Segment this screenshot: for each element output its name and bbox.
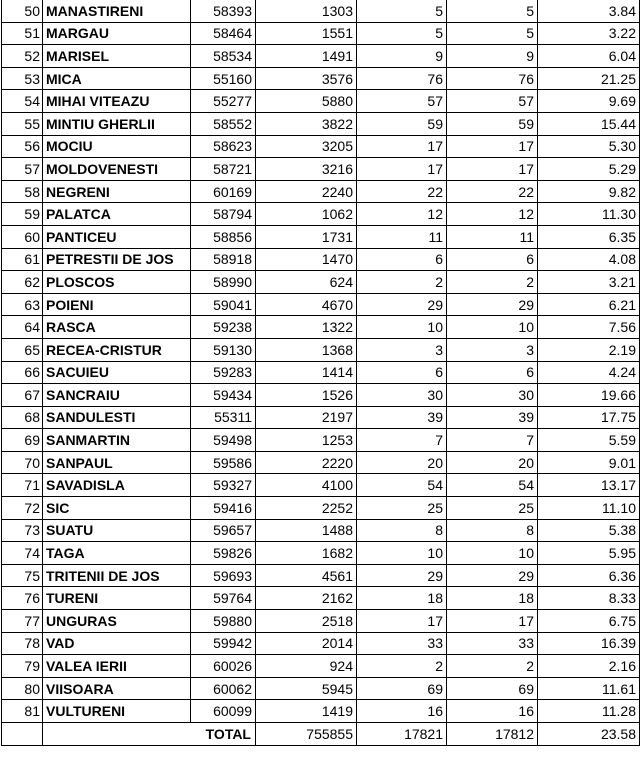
locality-code-cell: 59327	[191, 474, 256, 497]
percentage-cell: 5.95	[538, 542, 640, 565]
value-a-cell: 11	[357, 225, 447, 248]
locality-name-cell: TURENI	[43, 587, 191, 610]
population-cell: 1551	[256, 22, 357, 45]
population-cell: 5880	[256, 90, 357, 113]
table-row	[2, 700, 640, 723]
value-a-cell: 2	[357, 271, 447, 294]
table-row	[2, 632, 640, 655]
table-row	[2, 361, 640, 384]
locality-name-cell: PANTICEU	[43, 225, 191, 248]
table-row	[2, 203, 640, 226]
population-cell: 4100	[256, 474, 357, 497]
row-number-cell: 78	[2, 632, 43, 655]
row-number-cell: 59	[2, 203, 43, 226]
value-a-cell: 10	[357, 542, 447, 565]
locality-code-cell: 58721	[191, 158, 256, 181]
locality-code-cell: 59826	[191, 542, 256, 565]
locality-code-cell: 59657	[191, 519, 256, 542]
population-cell: 1470	[256, 248, 357, 271]
value-a-cell: 6	[357, 361, 447, 384]
percentage-cell: 11.61	[538, 677, 640, 700]
locality-code-cell: 58464	[191, 22, 256, 45]
value-a-cell: 18	[357, 587, 447, 610]
value-a-cell: 25	[357, 497, 447, 520]
locality-name-cell: SIC	[43, 497, 191, 520]
total-empty-cell	[2, 723, 43, 746]
population-cell: 2014	[256, 632, 357, 655]
value-a-cell: 29	[357, 293, 447, 316]
value-a-cell: 5	[357, 0, 447, 22]
table-row	[2, 451, 640, 474]
locality-name-cell: SANMARTIN	[43, 429, 191, 452]
locality-name-cell: RECEA-CRISTUR	[43, 338, 191, 361]
row-number-cell: 54	[2, 90, 43, 113]
value-b-cell: 16	[447, 700, 538, 723]
locality-name-cell: VULTURENI	[43, 700, 191, 723]
locality-code-cell: 59238	[191, 316, 256, 339]
population-cell: 1322	[256, 316, 357, 339]
value-a-cell: 17	[357, 135, 447, 158]
row-number-cell: 55	[2, 112, 43, 135]
value-b-cell: 22	[447, 180, 538, 203]
population-cell: 2240	[256, 180, 357, 203]
percentage-cell: 13.17	[538, 474, 640, 497]
locality-name-cell: MICA	[43, 67, 191, 90]
percentage-cell: 6.75	[538, 610, 640, 633]
population-cell: 1253	[256, 429, 357, 452]
locality-name-cell: TRITENII DE JOS	[43, 564, 191, 587]
table-row	[2, 90, 640, 113]
locality-code-cell: 59498	[191, 429, 256, 452]
population-cell: 1731	[256, 225, 357, 248]
percentage-cell: 2.16	[538, 655, 640, 678]
value-a-cell: 17	[357, 158, 447, 181]
percentage-cell: 21.25	[538, 67, 640, 90]
percentage-cell: 16.39	[538, 632, 640, 655]
locality-name-cell: MIHAI VITEAZU	[43, 90, 191, 113]
population-cell: 1419	[256, 700, 357, 723]
value-b-cell: 54	[447, 474, 538, 497]
row-number-cell: 80	[2, 677, 43, 700]
value-a-cell: 69	[357, 677, 447, 700]
locality-code-cell: 59130	[191, 338, 256, 361]
value-b-cell: 6	[447, 361, 538, 384]
locality-name-cell: PLOSCOS	[43, 271, 191, 294]
table-row	[2, 316, 640, 339]
value-b-cell: 29	[447, 293, 538, 316]
locality-name-cell: MOLDOVENESTI	[43, 158, 191, 181]
value-b-cell: 2	[447, 655, 538, 678]
population-cell: 1682	[256, 542, 357, 565]
row-number-cell: 62	[2, 271, 43, 294]
value-a-cell: 22	[357, 180, 447, 203]
row-number-cell: 63	[2, 293, 43, 316]
percentage-cell: 5.30	[538, 135, 640, 158]
locality-name-cell: RASCA	[43, 316, 191, 339]
value-b-cell: 10	[447, 316, 538, 339]
percentage-cell: 2.19	[538, 338, 640, 361]
locality-name-cell: SANDULESTI	[43, 406, 191, 429]
table-row	[2, 406, 640, 429]
locality-code-cell: 58393	[191, 0, 256, 22]
population-cell: 4561	[256, 564, 357, 587]
locality-name-cell: SAVADISLA	[43, 474, 191, 497]
percentage-cell: 9.82	[538, 180, 640, 203]
locality-name-cell: SANPAUL	[43, 451, 191, 474]
value-b-cell: 25	[447, 497, 538, 520]
row-number-cell: 77	[2, 610, 43, 633]
value-b-cell: 10	[447, 542, 538, 565]
population-cell: 1062	[256, 203, 357, 226]
percentage-cell: 5.59	[538, 429, 640, 452]
row-number-cell: 74	[2, 542, 43, 565]
value-b-cell: 11	[447, 225, 538, 248]
locality-name-cell: MARISEL	[43, 45, 191, 68]
percentage-cell: 9.69	[538, 90, 640, 113]
locality-code-cell: 58794	[191, 203, 256, 226]
table-row	[2, 429, 640, 452]
population-cell: 1368	[256, 338, 357, 361]
value-a-cell: 16	[357, 700, 447, 723]
table-row	[2, 677, 640, 700]
value-b-cell: 33	[447, 632, 538, 655]
locality-name-cell: MARGAU	[43, 22, 191, 45]
population-cell: 1303	[256, 0, 357, 22]
value-a-cell: 7	[357, 429, 447, 452]
value-a-cell: 39	[357, 406, 447, 429]
locality-code-cell: 59693	[191, 564, 256, 587]
value-b-cell: 39	[447, 406, 538, 429]
value-a-cell: 29	[357, 564, 447, 587]
row-number-cell: 60	[2, 225, 43, 248]
row-number-cell: 64	[2, 316, 43, 339]
table-row	[2, 271, 640, 294]
locality-name-cell: SANCRAIU	[43, 384, 191, 407]
value-a-cell: 5	[357, 22, 447, 45]
population-cell: 3205	[256, 135, 357, 158]
locality-code-cell: 59764	[191, 587, 256, 610]
percentage-cell: 11.30	[538, 203, 640, 226]
percentage-cell: 6.36	[538, 564, 640, 587]
table-row	[2, 474, 640, 497]
table-row	[2, 497, 640, 520]
total-pct: 23.58	[538, 723, 640, 746]
locality-name-cell: TAGA	[43, 542, 191, 565]
table-row	[2, 45, 640, 68]
percentage-cell: 6.04	[538, 45, 640, 68]
value-a-cell: 76	[357, 67, 447, 90]
locality-code-cell: 60026	[191, 655, 256, 678]
value-a-cell: 10	[357, 316, 447, 339]
row-number-cell: 75	[2, 564, 43, 587]
locality-name-cell: NEGRENI	[43, 180, 191, 203]
locality-code-cell: 59416	[191, 497, 256, 520]
population-cell: 2518	[256, 610, 357, 633]
percentage-cell: 4.08	[538, 248, 640, 271]
row-number-cell: 69	[2, 429, 43, 452]
locality-name-cell: MINTIU GHERLII	[43, 112, 191, 135]
row-number-cell: 79	[2, 655, 43, 678]
locality-code-cell: 58534	[191, 45, 256, 68]
table-row	[2, 112, 640, 135]
value-a-cell: 8	[357, 519, 447, 542]
population-cell: 624	[256, 271, 357, 294]
row-number-cell: 52	[2, 45, 43, 68]
table-row	[2, 248, 640, 271]
row-number-cell: 51	[2, 22, 43, 45]
value-b-cell: 12	[447, 203, 538, 226]
locality-name-cell: VIISOARA	[43, 677, 191, 700]
value-b-cell: 17	[447, 135, 538, 158]
row-number-cell: 76	[2, 587, 43, 610]
row-number-cell: 66	[2, 361, 43, 384]
percentage-cell: 17.75	[538, 406, 640, 429]
row-number-cell: 58	[2, 180, 43, 203]
value-a-cell: 59	[357, 112, 447, 135]
population-cell: 2220	[256, 451, 357, 474]
value-a-cell: 54	[357, 474, 447, 497]
locality-code-cell: 59586	[191, 451, 256, 474]
value-b-cell: 17	[447, 158, 538, 181]
locality-name-cell: UNGURAS	[43, 610, 191, 633]
locality-name-cell: MANASTIRENI	[43, 0, 191, 22]
total-a: 17821	[357, 723, 447, 746]
population-cell: 2162	[256, 587, 357, 610]
locality-name-cell: SACUIEU	[43, 361, 191, 384]
value-b-cell: 7	[447, 429, 538, 452]
percentage-cell: 7.56	[538, 316, 640, 339]
locality-code-cell: 59041	[191, 293, 256, 316]
percentage-cell: 8.33	[538, 587, 640, 610]
table-row	[2, 22, 640, 45]
table-row	[2, 384, 640, 407]
locality-name-cell: MOCIU	[43, 135, 191, 158]
value-a-cell: 57	[357, 90, 447, 113]
value-b-cell: 6	[447, 248, 538, 271]
value-b-cell: 69	[447, 677, 538, 700]
table-row	[2, 587, 640, 610]
row-number-cell: 56	[2, 135, 43, 158]
locality-code-cell: 55277	[191, 90, 256, 113]
table-row	[2, 655, 640, 678]
total-b: 17812	[447, 723, 538, 746]
locality-name-cell: VALEA IERII	[43, 655, 191, 678]
locality-code-cell: 58623	[191, 135, 256, 158]
table-row	[2, 180, 640, 203]
locality-name-cell: VAD	[43, 632, 191, 655]
locality-code-cell: 60169	[191, 180, 256, 203]
table-row	[2, 0, 640, 22]
data-table	[1, 0, 640, 746]
percentage-cell: 3.22	[538, 22, 640, 45]
percentage-cell: 9.01	[538, 451, 640, 474]
row-number-cell: 61	[2, 248, 43, 271]
row-number-cell: 81	[2, 700, 43, 723]
value-a-cell: 33	[357, 632, 447, 655]
value-a-cell: 30	[357, 384, 447, 407]
value-b-cell: 5	[447, 22, 538, 45]
population-cell: 2197	[256, 406, 357, 429]
table-row	[2, 338, 640, 361]
value-b-cell: 8	[447, 519, 538, 542]
table-row	[2, 135, 640, 158]
locality-code-cell: 58990	[191, 271, 256, 294]
row-number-cell: 73	[2, 519, 43, 542]
value-b-cell: 76	[447, 67, 538, 90]
locality-code-cell: 60062	[191, 677, 256, 700]
row-number-cell: 68	[2, 406, 43, 429]
population-cell: 3576	[256, 67, 357, 90]
value-a-cell: 12	[357, 203, 447, 226]
value-a-cell: 17	[357, 610, 447, 633]
value-b-cell: 18	[447, 587, 538, 610]
locality-code-cell: 59283	[191, 361, 256, 384]
row-number-cell: 70	[2, 451, 43, 474]
population-cell: 1414	[256, 361, 357, 384]
population-cell: 2252	[256, 497, 357, 520]
percentage-cell: 19.66	[538, 384, 640, 407]
value-a-cell: 9	[357, 45, 447, 68]
locality-name-cell: POIENI	[43, 293, 191, 316]
total-row	[2, 723, 640, 746]
row-number-cell: 65	[2, 338, 43, 361]
percentage-cell: 5.38	[538, 519, 640, 542]
locality-code-cell: 60099	[191, 700, 256, 723]
population-cell: 1488	[256, 519, 357, 542]
locality-code-cell: 58918	[191, 248, 256, 271]
percentage-cell: 11.28	[538, 700, 640, 723]
value-b-cell: 2	[447, 271, 538, 294]
population-cell: 4670	[256, 293, 357, 316]
total-pop: 755855	[256, 723, 357, 746]
locality-code-cell: 59942	[191, 632, 256, 655]
locality-code-cell: 55311	[191, 406, 256, 429]
table-row	[2, 519, 640, 542]
value-b-cell: 17	[447, 610, 538, 633]
total-label: TOTAL	[43, 723, 256, 746]
table-row	[2, 293, 640, 316]
percentage-cell: 6.21	[538, 293, 640, 316]
value-b-cell: 59	[447, 112, 538, 135]
value-b-cell: 3	[447, 338, 538, 361]
value-b-cell: 30	[447, 384, 538, 407]
row-number-cell: 67	[2, 384, 43, 407]
value-a-cell: 20	[357, 451, 447, 474]
row-number-cell: 53	[2, 67, 43, 90]
locality-name-cell: PETRESTII DE JOS	[43, 248, 191, 271]
table-row	[2, 158, 640, 181]
value-b-cell: 5	[447, 0, 538, 22]
table-row	[2, 542, 640, 565]
locality-name-cell: SUATU	[43, 519, 191, 542]
value-b-cell: 29	[447, 564, 538, 587]
row-number-cell: 72	[2, 497, 43, 520]
percentage-cell: 5.29	[538, 158, 640, 181]
table-row	[2, 67, 640, 90]
percentage-cell: 15.44	[538, 112, 640, 135]
row-number-cell: 71	[2, 474, 43, 497]
table-row	[2, 564, 640, 587]
row-number-cell: 57	[2, 158, 43, 181]
percentage-cell: 11.10	[538, 497, 640, 520]
table-row	[2, 225, 640, 248]
population-cell: 5945	[256, 677, 357, 700]
population-cell: 3216	[256, 158, 357, 181]
table-row	[2, 610, 640, 633]
locality-code-cell: 58856	[191, 225, 256, 248]
locality-code-cell: 59880	[191, 610, 256, 633]
percentage-cell: 4.24	[538, 361, 640, 384]
locality-code-cell: 58552	[191, 112, 256, 135]
population-cell: 3822	[256, 112, 357, 135]
locality-name-cell: PALATCA	[43, 203, 191, 226]
value-a-cell: 2	[357, 655, 447, 678]
locality-code-cell: 55160	[191, 67, 256, 90]
value-a-cell: 3	[357, 338, 447, 361]
value-b-cell: 9	[447, 45, 538, 68]
percentage-cell: 3.21	[538, 271, 640, 294]
population-cell: 1491	[256, 45, 357, 68]
row-number-cell: 50	[2, 0, 43, 22]
table-body	[2, 0, 640, 723]
locality-code-cell: 59434	[191, 384, 256, 407]
population-cell: 924	[256, 655, 357, 678]
population-cell: 1526	[256, 384, 357, 407]
value-a-cell: 6	[357, 248, 447, 271]
percentage-cell: 3.84	[538, 0, 640, 22]
value-b-cell: 20	[447, 451, 538, 474]
percentage-cell: 6.35	[538, 225, 640, 248]
value-b-cell: 57	[447, 90, 538, 113]
